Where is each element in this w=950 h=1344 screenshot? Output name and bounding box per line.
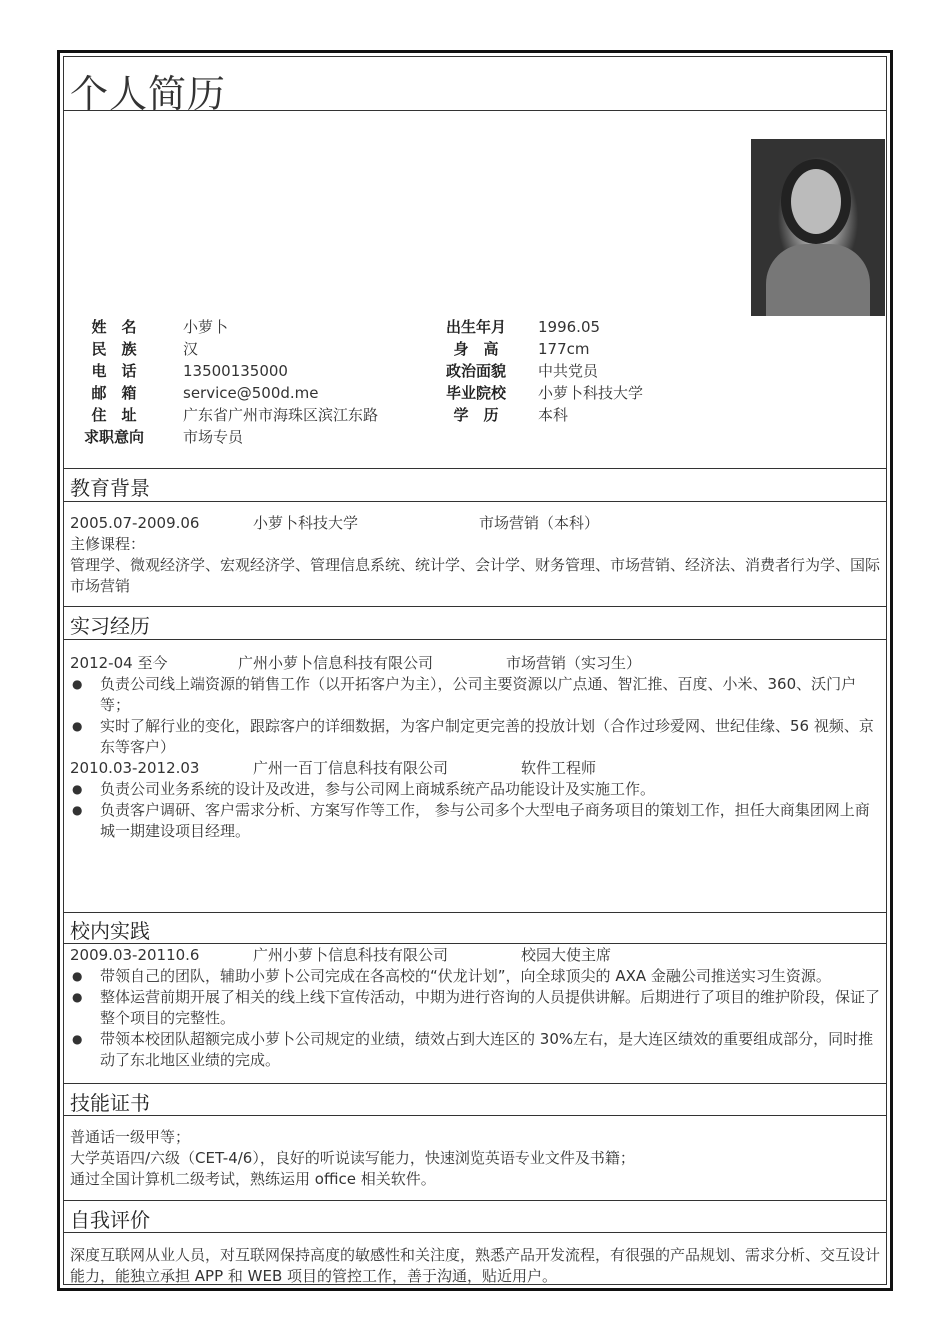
info-label: 邮 箱 [91,384,137,402]
divider [64,1232,886,1233]
self-evaluation: 深度互联网从业人员，对互联网保持高度的敏感性和关注度，熟悉产品开发流程，有很强的产品规划、需求分析、交互设计能力，能独立承担 APP 和 WEB 项目的管控工作，善于沟通，贴近用户。 [70,1246,881,1285]
info-label: 电 话 [91,362,137,380]
courses-label: 主修课程： [70,535,146,553]
info-value: 小萝卜 [183,318,229,336]
info-value: 中共党员 [538,362,599,380]
info-value: 本科 [538,406,569,424]
info-label: 学 历 [453,406,499,424]
divider [64,606,886,607]
info-value: 13500135000 [183,362,288,380]
page-title: 个人简历 [70,72,227,116]
divider [64,110,886,111]
divider [64,501,886,502]
divider [64,468,886,469]
job-period: 2012-04 至今 [70,654,168,672]
job-company: 广州一百丁信息科技有限公司 [253,759,449,777]
divider [64,943,886,944]
job-bullet: ● 负责公司业务系统的设计及改进，参与公司网上商城系统产品功能设计及实施工作。 [70,779,880,800]
divider [64,1200,886,1201]
resume-border [57,50,893,1291]
campus-period: 2009.03-20110.6 [70,946,200,964]
courses-list: 管理学、微观经济学、宏观经济学、管理信息系统、统计学、会计学、财务管理、市场营销、经济法、消费者行为学、国际市场营销 [70,556,881,595]
job-role: 市场营销（实习生） [506,654,642,672]
campus-bullet: ● 带领本校团队超额完成小萝卜公司规定的业绩，绩效占到大连区的 30%左右，是大连区绩效的重要组成部分，同时推动了东北地区业绩的完成。 [70,1029,880,1071]
campus-bullet: ● 整体运营前期开展了相关的线上线下宣传活动，中期为进行咨询的人员提供讲解。后期进行了项目的维护阶段，保证了整个项目的完整性。 [70,987,880,1029]
info-label: 政治面貌 [445,362,506,380]
info-value: 市场专员 [183,428,244,446]
skill-line: 通过全国计算机二级考试，熟练运用 office 相关软件。 [70,1170,436,1188]
info-label: 身 高 [453,340,499,358]
campus-company: 广州小萝卜信息科技有限公司 [253,946,449,964]
info-label: 求职意向 [83,428,144,446]
info-value: 小萝卜科技大学 [538,384,644,402]
job-company: 广州小萝卜信息科技有限公司 [238,654,434,672]
info-label: 出生年月 [445,318,506,336]
info-label: 毕业院校 [445,384,506,402]
divider [64,639,886,640]
skill-line: 大学英语四/六级（CET-4/6），良好的听说读写能力，快速浏览英语专业文件及书籍； [70,1149,635,1167]
divider [64,912,886,913]
section-heading-skills: 技能证书 [70,1091,150,1115]
section-heading-education: 教育背景 [70,476,150,500]
skill-line: 普通话一级甲等； [70,1128,191,1146]
campus-bullet: ● 带领自己的团队，辅助小萝卜公司完成在各高校的“伏龙计划”，向全球顶尖的 AXA 金融公司推送实习生资源。 [70,966,880,987]
job-period: 2010.03-2012.03 [70,759,200,777]
resume-page [63,56,887,1285]
job-bullet: ● 负责客户调研、客户需求分析、方案写作等工作， 参与公司多个大型电子商务项目的策划工作，担任大商集团网上商城一期建设项目经理。 [70,800,880,842]
section-heading-self: 自我评价 [70,1208,150,1232]
job-role: 软件工程师 [521,759,597,777]
info-value: 1996.05 [538,318,601,336]
edu-period: 2005.07-2009.06 [70,514,200,532]
section-heading-internship: 实习经历 [70,614,150,638]
divider [64,1083,886,1084]
section-heading-campus: 校内实践 [70,919,150,943]
profile-photo [751,139,885,316]
job-bullet: ● 实时了解行业的变化，跟踪客户的详细数据，为客户制定更完善的投放计划（合作过珍爱网、世纪佳缘、56 视频、京东等客户） [70,716,880,758]
info-value: 177cm [538,340,590,358]
campus-role: 校园大使主席 [521,946,612,964]
edu-major: 市场营销（本科） [479,514,600,532]
info-label: 姓 名 [91,318,137,336]
divider [64,1115,886,1116]
edu-school: 小萝卜科技大学 [253,514,359,532]
info-value: service@500d.me [183,384,319,402]
info-value: 汉 [183,340,199,358]
info-label: 民 族 [91,340,137,358]
job-bullet: ● 负责公司线上端资源的销售工作（以开拓客户为主），公司主要资源以广点通、智汇推、百度、小米、360、沃门户等； [70,674,880,716]
info-label: 住 址 [91,406,137,424]
info-value: 广东省广州市海珠区滨江东路 [183,406,379,424]
